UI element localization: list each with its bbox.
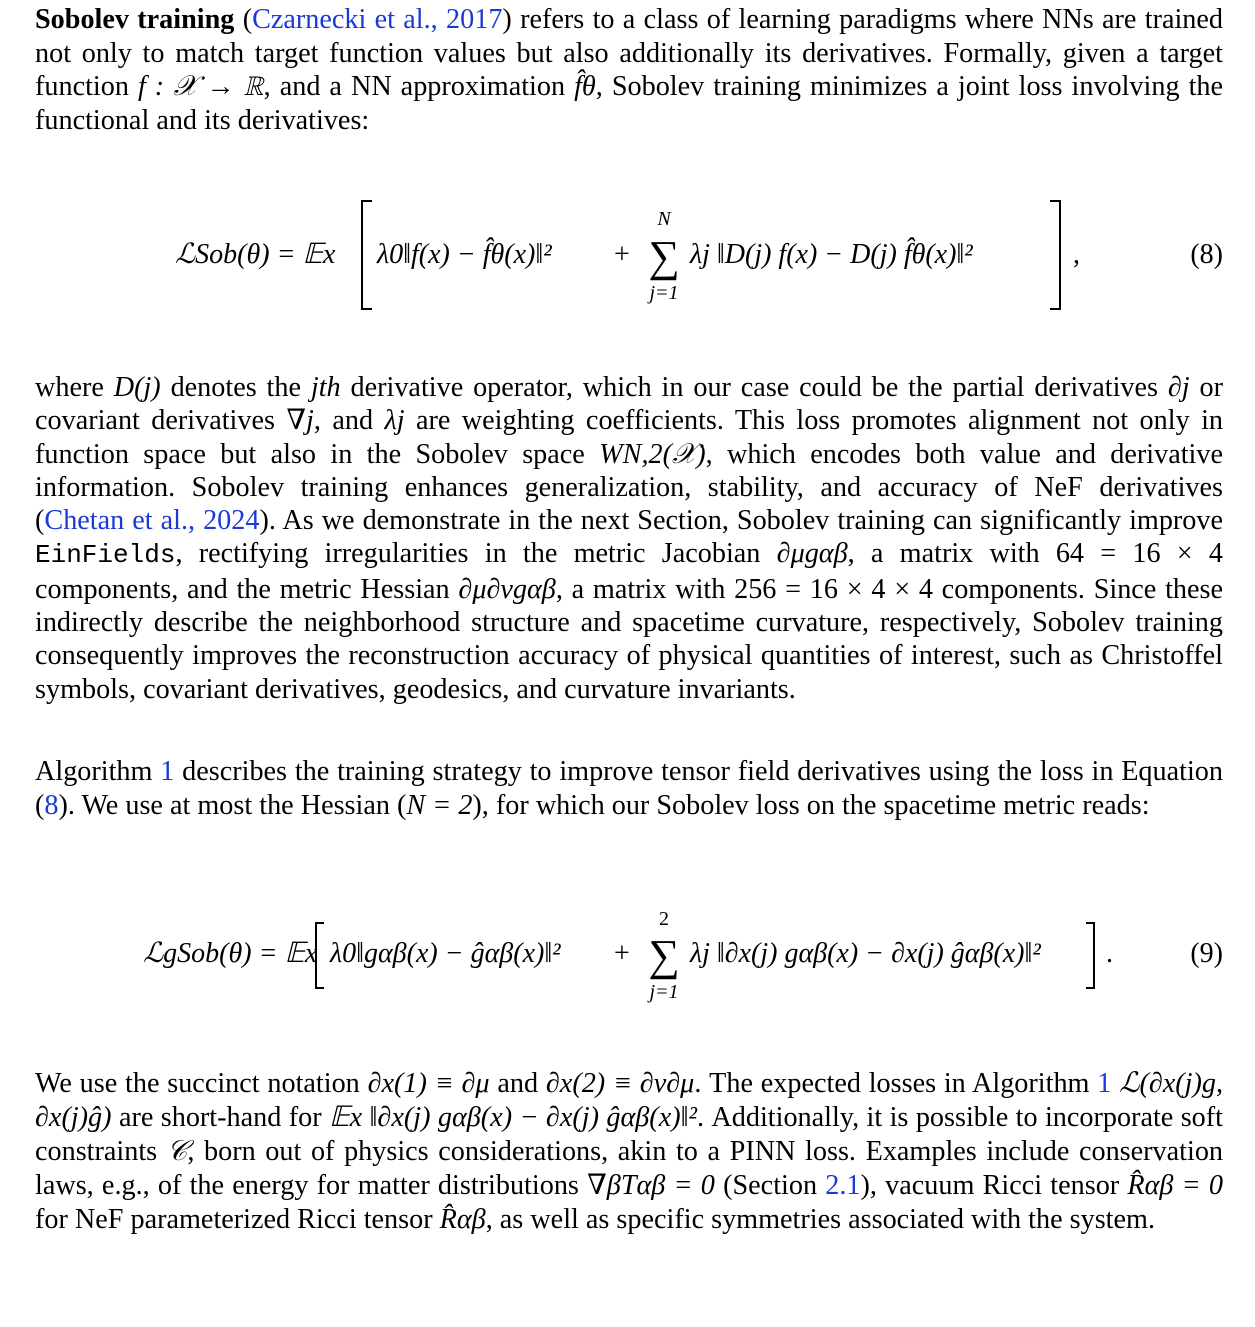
paragraph-sobolev-intro — [35, 3, 1223, 137]
text: , rectifying irregularities in the metric Jacobian — [175, 538, 777, 570]
math-j-th: jth — [310, 372, 341, 403]
math-lambda-j: λj — [384, 405, 405, 437]
citation-chetan[interactable]: Chetan et al., 2024 — [44, 505, 260, 537]
text: denotes the — [160, 372, 311, 403]
eq8-right-bracket — [1050, 201, 1060, 309]
math-hessian: ∂μ∂νgαβ — [458, 573, 556, 605]
text: , a matrix with — [847, 538, 1056, 570]
math-count-64: 64 = 16 × 4 — [1055, 538, 1224, 570]
text: , as well as specific symmetries associated with the system. — [485, 1204, 1155, 1235]
text: , which encodes both value and derivative information. Sobolev training enhances generalization, stability, and accuracy of NeF derivatives ( — [35, 438, 1223, 537]
eq8-left-bracket — [362, 201, 372, 309]
ref-algorithm-1[interactable]: 1 — [160, 756, 175, 787]
math-loss-shorthand: ℒ(∂x(j)g, ∂x(j)ĝ) — [35, 1068, 1224, 1133]
eq8-sum-bottom: j=1 — [649, 282, 679, 304]
math-count-256: 256 = 16 × 4 × 4 — [734, 573, 933, 605]
text: ), vacuum Ricci tensor — [860, 1170, 1128, 1201]
equation-8 — [0, 195, 1255, 315]
sobolev-training-heading: Sobolev training — [35, 4, 235, 35]
eq9-right-bracket — [1086, 923, 1094, 988]
math-notation-2: ∂x(2) ≡ ∂ν∂μ — [545, 1068, 695, 1099]
text: derivative operator, which in our case could be the partial derivatives — [340, 372, 1168, 403]
text: , and — [313, 405, 385, 437]
ref-algorithm-1[interactable]: 1 — [1097, 1068, 1112, 1099]
math-nabla-j: ∇j — [286, 405, 314, 437]
math-constraint: 𝒞 — [166, 1136, 188, 1167]
math-ricci-zero: R̂αβ = 0 — [1127, 1170, 1224, 1201]
text: , Sobolev training minimizes a joint loss involving the functional and its derivatives: — [35, 71, 1223, 136]
text: We use the succinct notation — [35, 1068, 368, 1099]
text: ), for which our Sobolev loss on the spacetime metric reads: — [472, 789, 1150, 821]
text: and — [489, 1068, 546, 1099]
math-ricci: R̂αβ — [439, 1204, 486, 1235]
math-n-eq-2: N = 2 — [406, 789, 473, 821]
paragraph-derivative-operator — [35, 371, 1223, 706]
math-notation-1: ∂x(1) ≡ ∂μ — [367, 1068, 490, 1099]
math-target-function: f : 𝒳 → ℝ — [137, 71, 264, 102]
code-einfields: EinFields — [35, 540, 176, 571]
eq9-term-sum: λj ‖∂x(j) gαβ(x) − ∂x(j) ĝαβ(x)‖² — [690, 938, 1041, 969]
math-sobolev-space: WN,2(𝒳) — [599, 438, 706, 470]
math-nn-approx: f̂θ — [574, 71, 596, 102]
text: . The expected losses in Algorithm — [694, 1068, 1098, 1099]
ref-section-2-1[interactable]: 2.1 — [825, 1170, 861, 1201]
text: describes the training strategy to improve tensor field derivatives using the loss in Equation ( — [35, 756, 1223, 821]
text: components. Since these indirectly describe the neighborhood structure and spacetime curvature, respectively, Sobolev training consequently improves the reconstruction accuracy of physical quantities of interest, such as Christoffel symbols, covariant derivatives, geodesics, and curvature invariants. — [35, 573, 1223, 705]
eq9-punct: . — [1106, 938, 1113, 969]
text: where — [35, 372, 114, 403]
text: are weighting coefficients. This loss promotes alignment not only in function space but also in the Sobolev space — [35, 405, 1224, 470]
text: are short-hand for — [111, 1102, 330, 1133]
text: , a matrix with — [555, 573, 735, 605]
text: ). We use at most the Hessian ( — [58, 789, 407, 821]
eq9-sum-bottom: j=1 — [649, 981, 679, 1003]
citation-czarnecki[interactable]: Czarnecki et al., 2017 — [252, 4, 503, 35]
text: ). As we demonstrate in the next Section, Sobolev training can significantly improve — [259, 505, 1224, 537]
eq9-lhs: ℒgSob(θ) = 𝔼x — [143, 938, 318, 969]
eq8-lhs: ℒSob(θ) = 𝔼x — [175, 239, 336, 270]
eq8-term-sum: λj ‖D(j) f(x) − D(j) f̂θ(x)‖² — [690, 239, 973, 270]
math-derivative-operator: D(j) — [113, 372, 161, 403]
eq9-term0: λ0‖gαβ(x) − ĝαβ(x)‖² — [330, 938, 561, 969]
eq9-plus: + — [614, 938, 630, 969]
eq8-sum-top: N — [657, 208, 671, 230]
eq8-number: (8) — [1190, 239, 1223, 270]
text: for NeF parameterized Ricci tensor — [35, 1204, 440, 1235]
text: (Section — [714, 1170, 826, 1201]
eq8-plus: + — [614, 239, 630, 270]
eq9-sum-sign: ∑ — [648, 931, 680, 980]
math-partial-j: ∂j — [1167, 372, 1190, 403]
text: , born out of physics considerations, akin to a PINN loss. Examples include conservation laws, e.g., of the energy for matter distributions — [35, 1136, 1224, 1201]
math-jacobian: ∂μgαβ — [776, 538, 848, 570]
eq9-number: (9) — [1190, 938, 1223, 969]
math-expectation: 𝔼x ‖∂x(j) gαβ(x) − ∂x(j) ĝαβ(x)‖² — [329, 1102, 697, 1133]
math-conservation: ∇βTαβ = 0 — [587, 1170, 715, 1201]
eq8-sum-sign: ∑ — [648, 232, 680, 281]
citation-open: ( — [242, 4, 253, 35]
paragraph-notation — [35, 1067, 1223, 1237]
paragraph-algorithm — [35, 755, 1223, 822]
eq9-sum-top: 2 — [659, 908, 669, 930]
ref-equation-8[interactable]: 8 — [44, 789, 59, 821]
text: , and a NN approximation — [263, 71, 575, 102]
text: components, and the metric Hessian — [35, 573, 459, 605]
eq8-punct: , — [1073, 239, 1080, 270]
text: Algorithm — [35, 756, 161, 787]
text: refers to a class of learning paradigms where NNs are trained not only to match target function values but also additionally its derivatives. Formally, given a target function — [35, 4, 1224, 102]
eq8-term0: λ0‖f(x) − f̂θ(x)‖² — [377, 239, 552, 270]
text: . Additionally, it is possible to incorporate soft constraints — [35, 1102, 1223, 1167]
text: or covariant derivatives — [35, 372, 1223, 437]
citation-close: ) — [502, 4, 512, 35]
equation-9 — [0, 898, 1255, 1018]
